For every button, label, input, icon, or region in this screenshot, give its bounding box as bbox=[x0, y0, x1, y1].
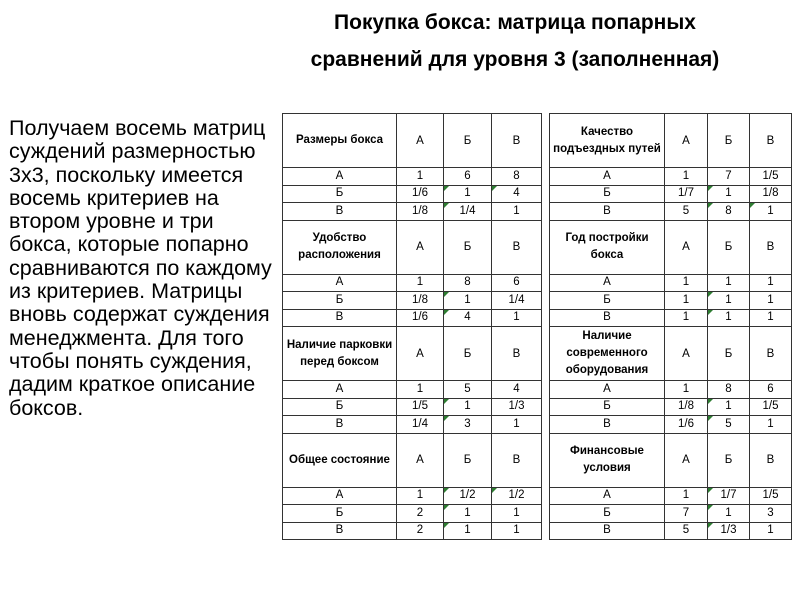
column-header: В bbox=[492, 220, 542, 274]
table-gap bbox=[542, 522, 550, 540]
row-label: В bbox=[550, 309, 665, 327]
table-row bbox=[283, 203, 792, 221]
criteria-header-row bbox=[283, 433, 792, 487]
table-gap bbox=[542, 327, 550, 381]
comparison-value: 1/7 bbox=[665, 185, 708, 203]
criterion-label: Год постройки бокса bbox=[550, 220, 665, 274]
column-header: Б bbox=[708, 433, 750, 487]
row-label: А bbox=[283, 487, 397, 505]
table-gap bbox=[542, 274, 550, 292]
comparison-value: 1 bbox=[750, 522, 792, 540]
row-label: Б bbox=[550, 185, 665, 203]
comparison-value: 8 bbox=[708, 381, 750, 399]
table-gap bbox=[542, 381, 550, 399]
table-gap bbox=[542, 168, 550, 186]
criteria-header-row bbox=[283, 327, 792, 381]
comparison-value: 1/6 bbox=[665, 416, 708, 434]
comparison-value: 1 bbox=[665, 168, 708, 186]
comparison-value: 6 bbox=[492, 274, 542, 292]
slide-title bbox=[250, 4, 780, 78]
comparison-value: 1/8 bbox=[665, 398, 708, 416]
comparison-value: 1/5 bbox=[750, 168, 792, 186]
column-header: А bbox=[665, 114, 708, 168]
row-label: Б bbox=[283, 505, 397, 523]
table-row bbox=[283, 487, 792, 505]
comparison-value: 1 bbox=[665, 487, 708, 505]
row-label: А bbox=[283, 168, 397, 186]
column-header: Б bbox=[708, 220, 750, 274]
comparison-value: 1 bbox=[444, 522, 492, 540]
table-row bbox=[283, 505, 792, 523]
row-label: А bbox=[550, 274, 665, 292]
comparison-value: 5 bbox=[665, 203, 708, 221]
comparison-value: 1/3 bbox=[492, 398, 542, 416]
row-label: В bbox=[283, 309, 397, 327]
row-label: В bbox=[550, 522, 665, 540]
comparison-value: 1/4 bbox=[492, 292, 542, 310]
comparison-value: 2 bbox=[397, 522, 444, 540]
column-header: Б bbox=[444, 433, 492, 487]
comparison-value: 6 bbox=[444, 168, 492, 186]
comparison-value: 1/7 bbox=[708, 487, 750, 505]
comparison-value: 1 bbox=[708, 505, 750, 523]
comparison-value: 2 bbox=[397, 505, 444, 523]
comparison-value: 1 bbox=[397, 381, 444, 399]
row-label: Б bbox=[550, 398, 665, 416]
table-row bbox=[283, 522, 792, 540]
table-gap bbox=[542, 185, 550, 203]
comparison-value: 5 bbox=[665, 522, 708, 540]
comparison-value: 6 bbox=[750, 381, 792, 399]
comparison-value: 1 bbox=[750, 292, 792, 310]
column-header: В bbox=[750, 327, 792, 381]
table-row bbox=[283, 416, 792, 434]
comparison-value: 1/2 bbox=[444, 487, 492, 505]
column-header: А bbox=[397, 114, 444, 168]
comparison-value: 1/8 bbox=[397, 292, 444, 310]
column-header: В bbox=[750, 220, 792, 274]
column-header: А bbox=[665, 433, 708, 487]
comparison-value: 4 bbox=[492, 185, 542, 203]
comparison-value: 1 bbox=[444, 398, 492, 416]
row-label: Б bbox=[550, 292, 665, 310]
comparison-value: 1 bbox=[397, 274, 444, 292]
row-label: Б bbox=[550, 505, 665, 523]
slide-title-line2: сравнений для уровня 3 (заполненная) bbox=[310, 48, 720, 71]
table-gap bbox=[542, 487, 550, 505]
comparison-value: 1 bbox=[665, 309, 708, 327]
comparison-value: 1 bbox=[444, 505, 492, 523]
criteria-header-row bbox=[283, 114, 792, 168]
comparison-value: 1 bbox=[750, 274, 792, 292]
comparison-value: 5 bbox=[708, 416, 750, 434]
comparison-value: 1/6 bbox=[397, 185, 444, 203]
comparison-value: 1 bbox=[708, 292, 750, 310]
row-label: А bbox=[550, 487, 665, 505]
row-label: В bbox=[550, 416, 665, 434]
comparison-value: 1 bbox=[492, 309, 542, 327]
column-header: А bbox=[665, 327, 708, 381]
row-label: А bbox=[283, 381, 397, 399]
table-row bbox=[283, 398, 792, 416]
row-label: В bbox=[283, 416, 397, 434]
comparison-value: 1 bbox=[708, 185, 750, 203]
table-row bbox=[283, 185, 792, 203]
column-header: В bbox=[750, 433, 792, 487]
criterion-label: Наличие парковки перед боксом bbox=[283, 327, 397, 381]
comparison-value: 1/5 bbox=[750, 398, 792, 416]
table-gap bbox=[542, 114, 550, 168]
comparison-value: 1 bbox=[492, 416, 542, 434]
table-gap bbox=[542, 203, 550, 221]
column-header: А bbox=[665, 220, 708, 274]
column-header: Б bbox=[708, 114, 750, 168]
criterion-label: Наличие современного оборудования bbox=[550, 327, 665, 381]
pairwise-comparison-table bbox=[282, 113, 792, 540]
table-gap bbox=[542, 398, 550, 416]
comparison-value: 7 bbox=[665, 505, 708, 523]
slide-title-line1: Покупка бокса: матрица попарных bbox=[334, 11, 696, 34]
comparison-value: 1 bbox=[750, 309, 792, 327]
comparison-value: 8 bbox=[444, 274, 492, 292]
row-label: В bbox=[550, 203, 665, 221]
comparison-value: 1 bbox=[397, 487, 444, 505]
comparison-value: 8 bbox=[708, 203, 750, 221]
comparison-value: 1 bbox=[708, 398, 750, 416]
row-label: Б bbox=[283, 292, 397, 310]
comparison-value: 1 bbox=[708, 274, 750, 292]
column-header: В bbox=[492, 327, 542, 381]
comparison-value: 8 bbox=[492, 168, 542, 186]
column-header: Б bbox=[444, 327, 492, 381]
row-label: Б bbox=[283, 185, 397, 203]
table-gap bbox=[542, 433, 550, 487]
comparison-value: 1 bbox=[750, 416, 792, 434]
row-label: А bbox=[283, 274, 397, 292]
row-label: А bbox=[550, 168, 665, 186]
comparison-value: 1 bbox=[708, 309, 750, 327]
criterion-label: Размеры бокса bbox=[283, 114, 397, 168]
criterion-label: Финансовые условия bbox=[550, 433, 665, 487]
comparison-value: 1 bbox=[444, 185, 492, 203]
comparison-value: 1 bbox=[397, 168, 444, 186]
column-header: А bbox=[397, 220, 444, 274]
comparison-value: 1/5 bbox=[397, 398, 444, 416]
comparison-value: 1 bbox=[492, 522, 542, 540]
column-header: А bbox=[397, 327, 444, 381]
comparison-value: 7 bbox=[708, 168, 750, 186]
comparison-value: 1/8 bbox=[397, 203, 444, 221]
table-gap bbox=[542, 220, 550, 274]
column-header: Б bbox=[444, 114, 492, 168]
comparison-value: 1/6 bbox=[397, 309, 444, 327]
column-header: В bbox=[492, 114, 542, 168]
table-row bbox=[283, 168, 792, 186]
column-header: А bbox=[397, 433, 444, 487]
row-label: В bbox=[283, 522, 397, 540]
comparison-value: 3 bbox=[750, 505, 792, 523]
criterion-label: Общее состояние bbox=[283, 433, 397, 487]
table-row bbox=[283, 381, 792, 399]
column-header: Б bbox=[708, 327, 750, 381]
table-row bbox=[283, 292, 792, 310]
comparison-value: 4 bbox=[492, 381, 542, 399]
criteria-header-row bbox=[283, 220, 792, 274]
comparison-value: 1 bbox=[492, 203, 542, 221]
comparison-value: 5 bbox=[444, 381, 492, 399]
comparison-value: 1 bbox=[665, 381, 708, 399]
slide-body-text: Получаем восемь матриц суждений размерностью 3x3, поскольку имеется восемь критериев на втором уровне и три бокса, которые попарно сравниваются по каждому из критериев. Матрицы вновь содержат суждения менеджмента. Для того чтобы понять суждения, дадим краткое описание боксов. bbox=[9, 116, 272, 420]
criterion-label: Удобство расположения bbox=[283, 220, 397, 274]
comparison-value: 4 bbox=[444, 309, 492, 327]
table-gap bbox=[542, 505, 550, 523]
table-row bbox=[283, 274, 792, 292]
comparison-value: 1/2 bbox=[492, 487, 542, 505]
table-gap bbox=[542, 292, 550, 310]
comparison-value: 1/4 bbox=[444, 203, 492, 221]
comparison-value: 1/8 bbox=[750, 185, 792, 203]
table-row bbox=[283, 309, 792, 327]
comparison-value: 1 bbox=[444, 292, 492, 310]
comparison-value: 1/5 bbox=[750, 487, 792, 505]
comparison-value: 1 bbox=[750, 203, 792, 221]
comparison-value: 1/4 bbox=[397, 416, 444, 434]
table-gap bbox=[542, 416, 550, 434]
row-label: Б bbox=[283, 398, 397, 416]
comparison-value: 1 bbox=[492, 505, 542, 523]
row-label: В bbox=[283, 203, 397, 221]
table-gap bbox=[542, 309, 550, 327]
comparison-value: 1/3 bbox=[708, 522, 750, 540]
column-header: В bbox=[492, 433, 542, 487]
comparison-value: 3 bbox=[444, 416, 492, 434]
comparison-value: 1 bbox=[665, 292, 708, 310]
row-label: А bbox=[550, 381, 665, 399]
column-header: В bbox=[750, 114, 792, 168]
criterion-label: Качество подъездных путей bbox=[550, 114, 665, 168]
column-header: Б bbox=[444, 220, 492, 274]
comparison-value: 1 bbox=[665, 274, 708, 292]
